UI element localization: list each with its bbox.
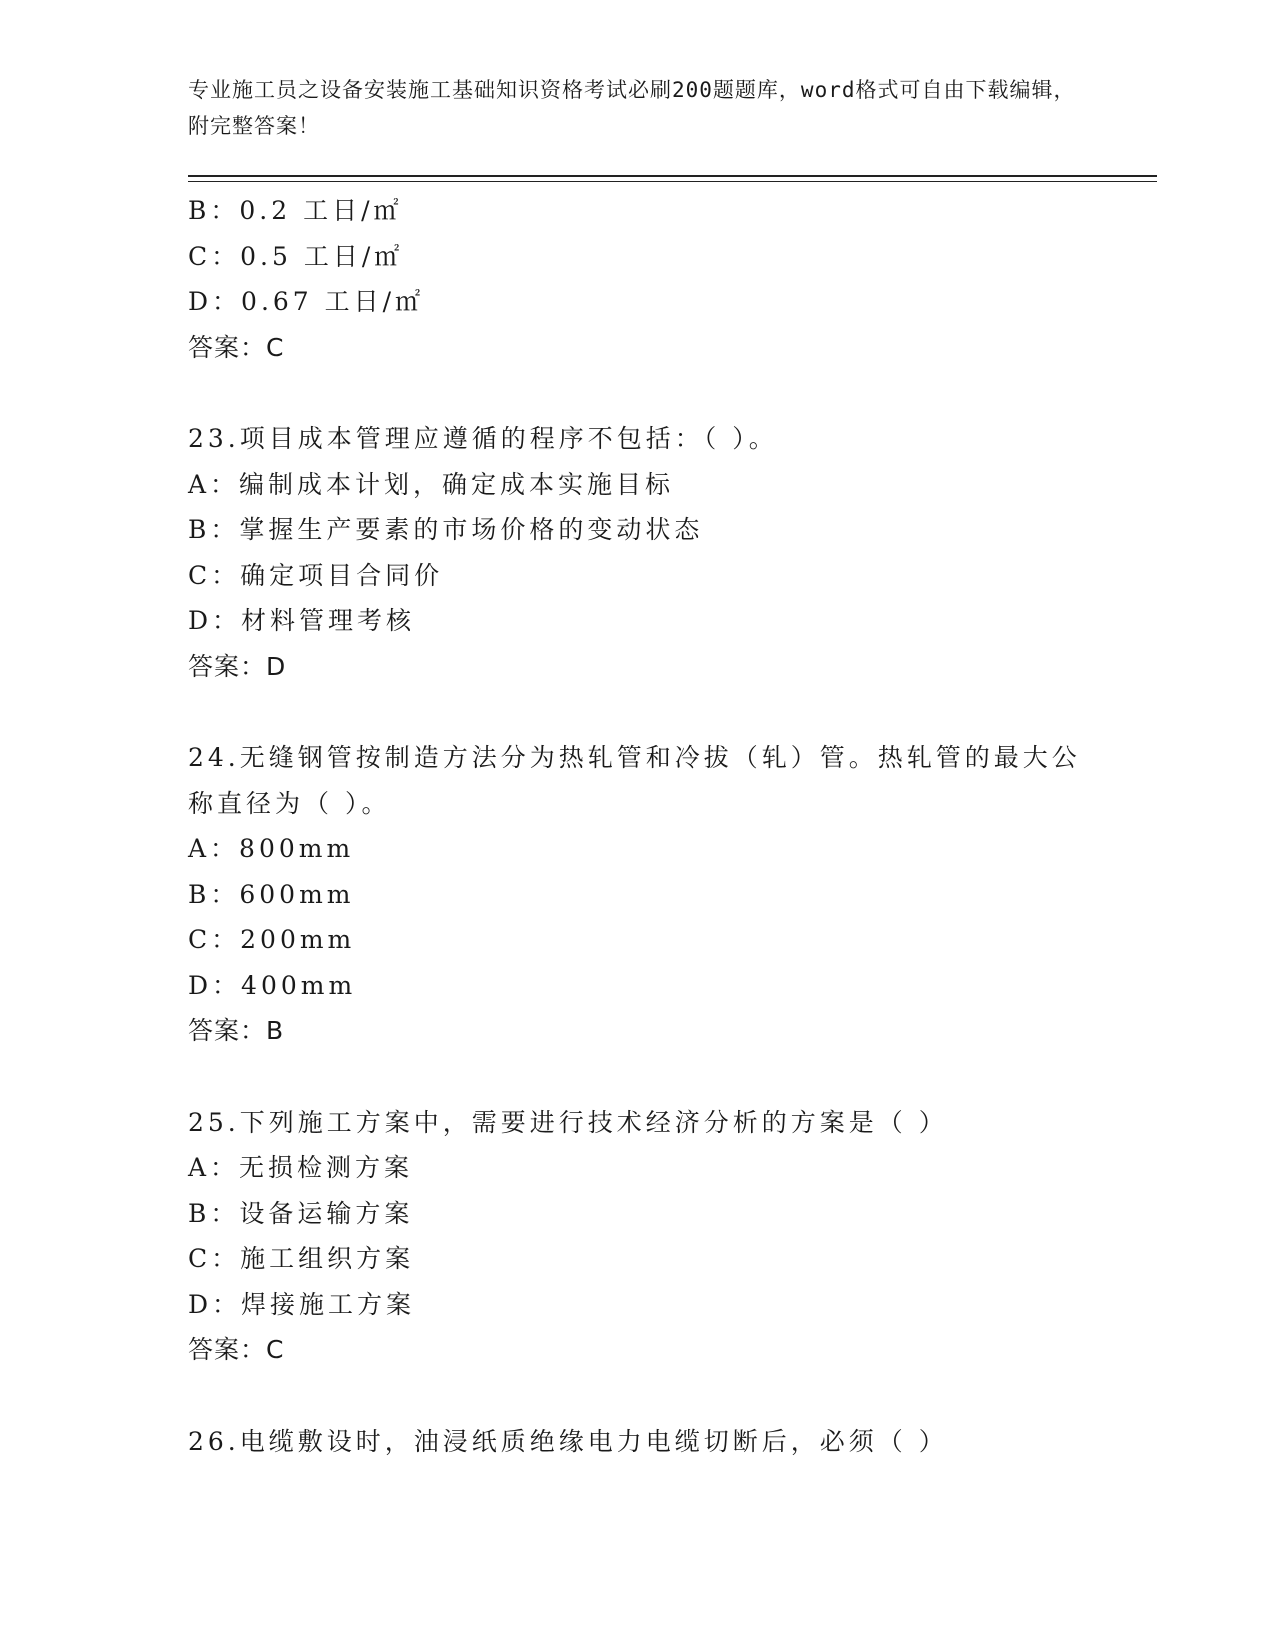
option-b: B：600mm <box>188 879 355 909</box>
option-d: D：400mm <box>188 970 357 1000</box>
question-22-continuation <box>188 188 1108 370</box>
spacer <box>188 689 1108 735</box>
option-c: C：200mm <box>188 925 356 954</box>
spacer <box>188 370 1108 416</box>
option-c: C：确定项目合同价 <box>188 560 444 590</box>
spacer <box>188 1373 1108 1419</box>
document-header: 专业施工员之设备安装施工基础知识资格考试必刷200题题库，word格式可自由下载编辑，附完整答案！ <box>188 78 1076 138</box>
question-24 <box>188 735 1108 1054</box>
option-a: A：800mm <box>188 834 355 863</box>
document-content <box>188 188 1108 1464</box>
answer: 答案：D <box>188 651 287 681</box>
question-stem: 23.项目成本管理应遵循的程序不包括：（ ）。 <box>188 424 778 453</box>
header-rule-thick <box>188 175 1157 177</box>
option-c: C：施工组织方案 <box>188 1244 415 1273</box>
question-25 <box>188 1100 1108 1373</box>
option-d: D：0.67 工日/㎡ <box>188 287 425 316</box>
answer: 答案：C <box>188 332 285 362</box>
question-stem: 26.电缆敷设时，油浸纸质绝缘电力电缆切断后，必须（ ） <box>188 1426 948 1456</box>
question-stem: 25.下列施工方案中，需要进行技术经济分析的方案是（ ） <box>188 1107 948 1137</box>
answer: 答案：B <box>188 1016 285 1045</box>
question-23 <box>188 416 1108 689</box>
header-rule-thin <box>188 181 1157 182</box>
option-b: B：掌握生产要素的市场价格的变动状态 <box>188 515 704 544</box>
spacer <box>188 1054 1108 1100</box>
answer: 答案：C <box>188 1335 285 1364</box>
option-a: A：无损检测方案 <box>188 1153 414 1182</box>
question-stem: 24.无缝钢管按制造方法分为热轧管和冷拔（轧）管。热轧管的最大公称直径为（ ）。 <box>188 743 1081 818</box>
option-d: D：材料管理考核 <box>188 606 416 635</box>
option-b: B：设备运输方案 <box>188 1198 414 1228</box>
option-a: A：编制成本计划，确定成本实施目标 <box>188 469 675 499</box>
question-26 <box>188 1419 1108 1465</box>
option-d: D：焊接施工方案 <box>188 1289 416 1319</box>
option-b: B：0.2 工日/㎡ <box>188 196 403 225</box>
option-c: C：0.5 工日/㎡ <box>188 241 404 271</box>
